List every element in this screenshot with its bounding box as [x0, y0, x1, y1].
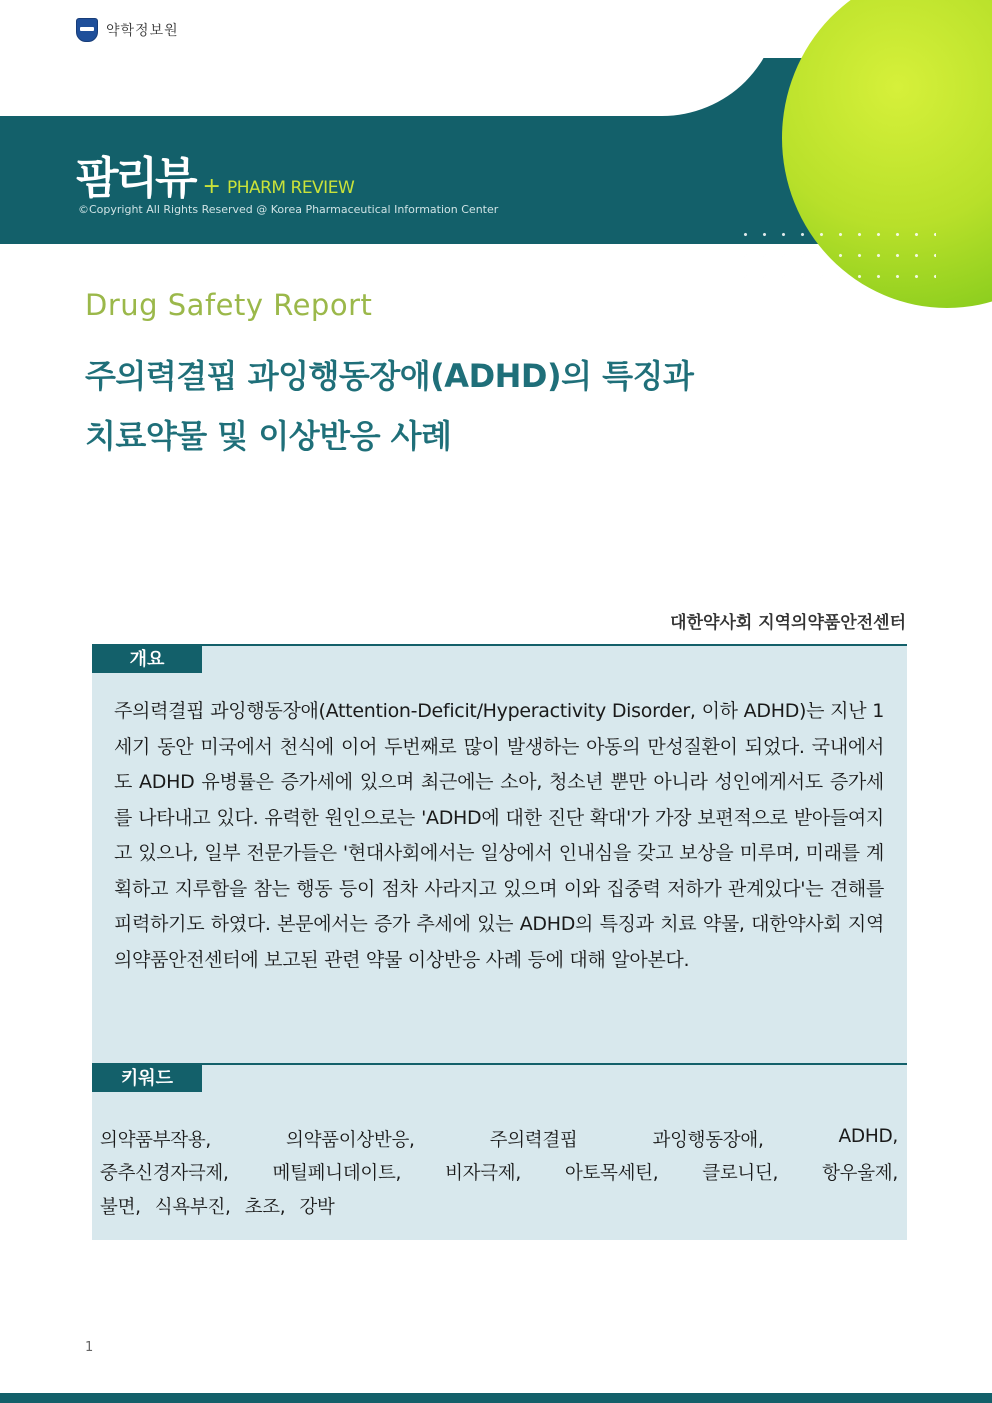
keyword: 과잉행동장애,: [652, 1130, 764, 1151]
keyword: 식욕부진,: [154, 1197, 231, 1218]
logo-text: 약학정보원: [106, 23, 179, 39]
brand-plus: +: [202, 174, 221, 199]
brand-korean: 팜리뷰: [76, 153, 195, 204]
keyword-line-1: [100, 1126, 898, 1152]
footer-bar: [0, 1393, 992, 1403]
keyword: 불면,: [100, 1197, 141, 1218]
keyword: 비자극제,: [445, 1163, 521, 1184]
page-title: [85, 346, 693, 466]
keyword: 의약품이상반응,: [286, 1130, 415, 1151]
decorative-dot-grid: [736, 224, 936, 280]
summary-top-rule: [92, 644, 907, 646]
brand-english: PHARM REVIEW: [226, 178, 355, 198]
keyword: 강박: [299, 1197, 335, 1218]
summary-box: [92, 644, 907, 1240]
keyword: 중추신경자극제,: [100, 1163, 229, 1184]
keyword: 주의력결핍: [489, 1130, 578, 1151]
summary-heading: 개요: [92, 646, 202, 673]
keywords-heading: 키워드: [92, 1065, 202, 1092]
copyright-notice: ©Copyright All Rights Reserved @ Korea Pharmaceutical Information Center: [78, 203, 499, 216]
keyword-line-3: [100, 1193, 898, 1219]
keyword: 클로니딘,: [702, 1163, 779, 1184]
keyword: 항우울제,: [822, 1163, 898, 1184]
keyword: 아토목세틴,: [564, 1163, 659, 1184]
page-number: 1: [85, 1340, 94, 1355]
keywords-top-rule: [92, 1063, 907, 1065]
keyword: 의약품부작용,: [100, 1130, 212, 1151]
shield-emblem-icon: [76, 18, 98, 42]
report-category: Drug Safety Report: [85, 288, 373, 322]
keyword: 메틸페니데이트,: [272, 1163, 402, 1184]
keyword: 초조,: [244, 1197, 286, 1218]
keyword-line-2: [100, 1159, 898, 1185]
title-line-2: 치료약물 및 이상반응 사례: [85, 417, 452, 455]
summary-text: 주의력결핍 과잉행동장애(Attention-Deficit/Hyperactivity Disorder, 이하 ADHD)는 지난 1세기 동안 미국에서 천식에 이어 두번째로 많이 발생하는 아동의 만성질환이 되었다. 국내에서도 ADHD 유병률은 증가세에 있으며 최근에는 소아, 청소년 뿐만 아니라 성인에게서도 증가세를 나타내고 있다. 유력한 원인으로는 'ADHD에 대한 진단 확대'가 가장 보편적으로 받아들여지고 있으나, 일부 전문가들은 '현대사회에서는 일상에서 인내심을 갖고 보상을 미루며, 미래를 계획하고 지루함을 참는 행동 등이 점차 사라지고 있으며 이와 집중력 저하가 관계있다'는 견해를 피력하기도 하였다. 본문에서는 증가 추세에 있는 ADHD의 특징과 치료 약물, 대한약사회 지역의약품안전센터에 보고된 관련 약물 이상반응 사례 등에 대해 알아본다.: [114, 700, 884, 971]
keyword: ADHD,: [838, 1126, 898, 1147]
author-organization: 대한약사회 지역의약품안전센터: [670, 613, 906, 633]
kpic-logo: [76, 18, 179, 42]
brand-title: [76, 142, 354, 206]
title-line-1: 주의력결핍 과잉행동장애(ADHD)의 특징과: [85, 357, 694, 395]
